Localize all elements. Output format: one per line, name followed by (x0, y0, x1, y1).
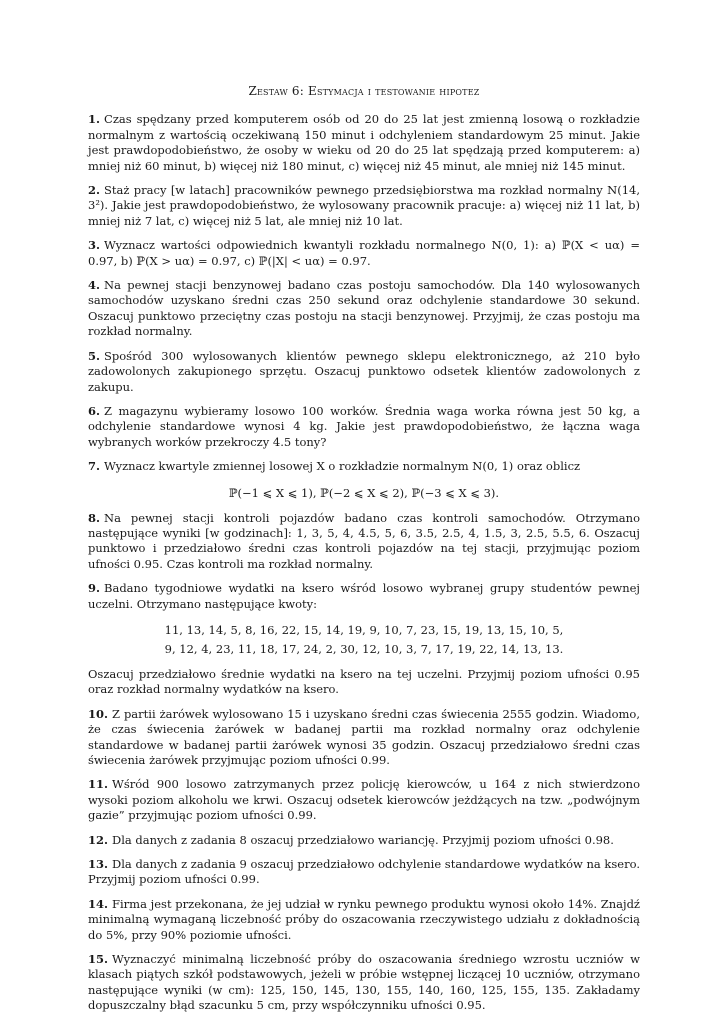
problem-8 (88, 511, 640, 573)
problem-text-block (88, 511, 640, 573)
problem-text-block (88, 112, 640, 174)
problem-number: 11. (88, 777, 109, 792)
display-line: ℙ(−1 ⩽ X ⩽ 1), ℙ(−2 ⩽ X ⩽ 2), ℙ(−3 ⩽ X ⩽ 3). (228, 485, 500, 500)
problem-text: Dla danych z zadania 8 oszacuj przedziałowo wariancję. Przyjmij poziom ufności 0.98. (112, 832, 614, 847)
problem-14 (88, 897, 640, 943)
problem-text-block (88, 952, 640, 1014)
problem-text-block (88, 238, 640, 269)
problem-text-block (88, 183, 640, 229)
problem-number: 2. (88, 183, 101, 198)
problem-text: Czas spędzany przed komputerem osób od 20 do 25 lat jest zmienną losową o rozkładzie normalnym z wartością oczekiwaną 150 minut i odchyleniem standardowym 25 minut. Jakie jest prawdopodobieństwo, że osoby w wieku od 20 do 25 lat spędzają przed komputerem: a) mniej niż 60 minut, b) więcej niż 180 minut, c) więcej niż 45 minut, ale mniej niż 145 minut. (88, 112, 640, 173)
display-formula (88, 621, 640, 659)
problem-6 (88, 404, 640, 450)
problem-text-block (88, 581, 640, 612)
problem-10 (88, 707, 640, 769)
problem-text: Wyznacz kwartyle zmiennej losowej X o rozkładzie normalnym N(0, 1) oraz oblicz (104, 459, 581, 474)
problem-text: Wśród 900 losowo zatrzymanych przez policję kierowców, u 164 z nich stwierdzono wysoki poziom alkoholu we krwi. Oszacuj odsetek kierowców jeżdżących na tzw. „podwójnym gazie” przyjmując poziom ufności 0.99. (88, 777, 640, 823)
problem-9 (88, 581, 640, 698)
problem-number: 14. (88, 896, 109, 911)
problem-number: 7. (88, 459, 101, 474)
problem-12 (88, 833, 640, 848)
problem-text: Z magazynu wybieramy losowo 100 worków. Średnia waga worka równa jest 50 kg, a odchylenie standardowe wynosi 4 kg. Jakie jest prawdopodobieństwo, że łączna waga wybranych worków przekroczy 4.5 tony? (88, 403, 640, 449)
problem-text: Dla danych z zadania 9 oszacuj przedziałowo odchylenie standardowe wydatków na ksero. Przyjmij poziom ufności 0.99. (88, 857, 640, 887)
problem-text-block (88, 707, 640, 769)
problem-number: 15. (88, 952, 109, 967)
problem-text-block (88, 897, 640, 943)
problem-text: Na pewnej stacji benzynowej badano czas postoju samochodów. Dla 140 wylosowanych samochodów uzyskano średni czas 250 sekund oraz odchylenie standardowe 30 sekund. Oszacuj punktowo przeciętny czas postoju na stacji benzynowej. Przyjmij, że czas postoju ma rozkład normalny. (88, 278, 640, 339)
problem-text: Staż pracy [w latach] pracowników pewnego przedsiębiorstwa ma rozkład normalny N(14, 3²). Jakie jest prawdopodobieństwo, że wylosowany pracownik pracuje: a) więcej niż 11 lat, b) mniej niż 7 lat, c) więcej niż 5 lat, ale mniej niż 10 lat. (88, 183, 640, 228)
problem-text-block (88, 777, 640, 823)
problem-text-block (88, 857, 640, 888)
problem-text-block (88, 833, 640, 848)
problem-number: 10. (88, 706, 109, 721)
document-page (88, 84, 640, 1023)
display-line: 11, 13, 14, 5, 8, 16, 22, 15, 14, 19, 9, 10, 7, 23, 15, 19, 13, 15, 10, 5, (164, 622, 564, 637)
problem-text-block (88, 404, 640, 450)
problem-11 (88, 777, 640, 823)
problem-text-block (88, 349, 640, 395)
problem-text: Z partii żarówek wylosowano 15 i uzyskano średni czas świecenia 2555 godzin. Wiadomo, że czas świecenia żarówek w badanej partii ma rozkład normalny oraz odchylenie standardowe w badanej partii żarówek wynosi 35 godzin. Oszacuj przedziałowo średni czas świecenia żarówek przyjmując poziom ufności 0.99. (88, 706, 640, 767)
problem-15 (88, 952, 640, 1014)
document-title: Zestaw 6: Estymacja i testowanie hipotez (248, 84, 480, 98)
problem-2 (88, 183, 640, 229)
problem-4 (88, 278, 640, 340)
problem-number: 1. (88, 112, 101, 127)
problem-7 (88, 459, 640, 502)
problem-number: 9. (88, 581, 101, 596)
problem-3 (88, 238, 640, 269)
problem-number: 8. (88, 510, 101, 525)
problem-text-block (88, 278, 640, 340)
problem-continuation: Oszacuj przedziałowo średnie wydatki na ksero na tej uczelni. Przyjmij poziom ufności 0.95 oraz rozkład normalny wydatków na ksero. (88, 666, 640, 697)
problem-list (88, 112, 640, 1013)
problem-text: Wyznacz wartości odpowiednich kwantyli rozkładu normalnego N(0, 1): a) ℙ(X < uα) = 0.97, b) ℙ(X > uα) = 0.97, c) ℙ(|X| < uα) = 0.97. (88, 238, 640, 268)
problem-text: Na pewnej stacji kontroli pojazdów badano czas kontroli samochodów. Otrzymano następujące wyniki [w godzinach]: 1, 3, 5, 4, 4.5, 5, 6, 3.5, 2.5, 4, 1.5, 3, 2.5, 5.5, 6. Oszacuj punktowo i przedziałowo średni czas kontroli pojazdów na tej stacji, przyjmując poziom ufności 0.95. Czas kontroli ma rozkład normalny. (88, 510, 640, 571)
problem-13 (88, 857, 640, 888)
problem-1 (88, 112, 640, 174)
problem-text: Firma jest przekonana, że jej udział w rynku pewnego produktu wynosi około 14%. Znajdź minimalną wymaganą liczebność próby do oszacowania rzeczywistego udziału z dokładnością do 5%, przy 90% poziomie ufności. (88, 896, 640, 942)
problem-text: Spośród 300 wylosowanych klientów pewnego sklepu elektronicznego, aż 210 było zadowolonych zakupionego sprzętu. Oszacuj punktowo odsetek klientów zadowolonych z zakupu. (88, 348, 640, 394)
problem-text: Badano tygodniowe wydatki na ksero wśród losowo wybranej grupy studentów pewnej uczelni. Otrzymano następujące kwoty: (88, 581, 640, 611)
problem-number: 6. (88, 403, 101, 418)
display-line: 9, 12, 4, 23, 11, 18, 17, 24, 2, 30, 12, 10, 3, 7, 17, 19, 22, 14, 13, 13. (164, 641, 564, 656)
problem-5 (88, 349, 640, 395)
problem-number: 13. (88, 857, 109, 872)
problem-number: 4. (88, 278, 101, 293)
problem-number: 12. (88, 832, 109, 847)
problem-text: Wyznaczyć minimalną liczebność próby do oszacowania średniego wzrostu uczniów w klasach piątych szkół podstawowych, jeżeli w próbie wstępnej liczącej 10 uczniów, otrzymano następujące wyniki (w cm): 125, 150, 145, 130, 155, 140, 160, 125, 155, 135. Zakładamy dopuszczalny błąd szacunku 5 cm, przy współczynniku ufności 0.95. (88, 952, 640, 1013)
problem-text-block (88, 459, 640, 474)
display-formula (88, 484, 640, 503)
problem-number: 5. (88, 348, 101, 363)
problem-number: 3. (88, 238, 101, 253)
